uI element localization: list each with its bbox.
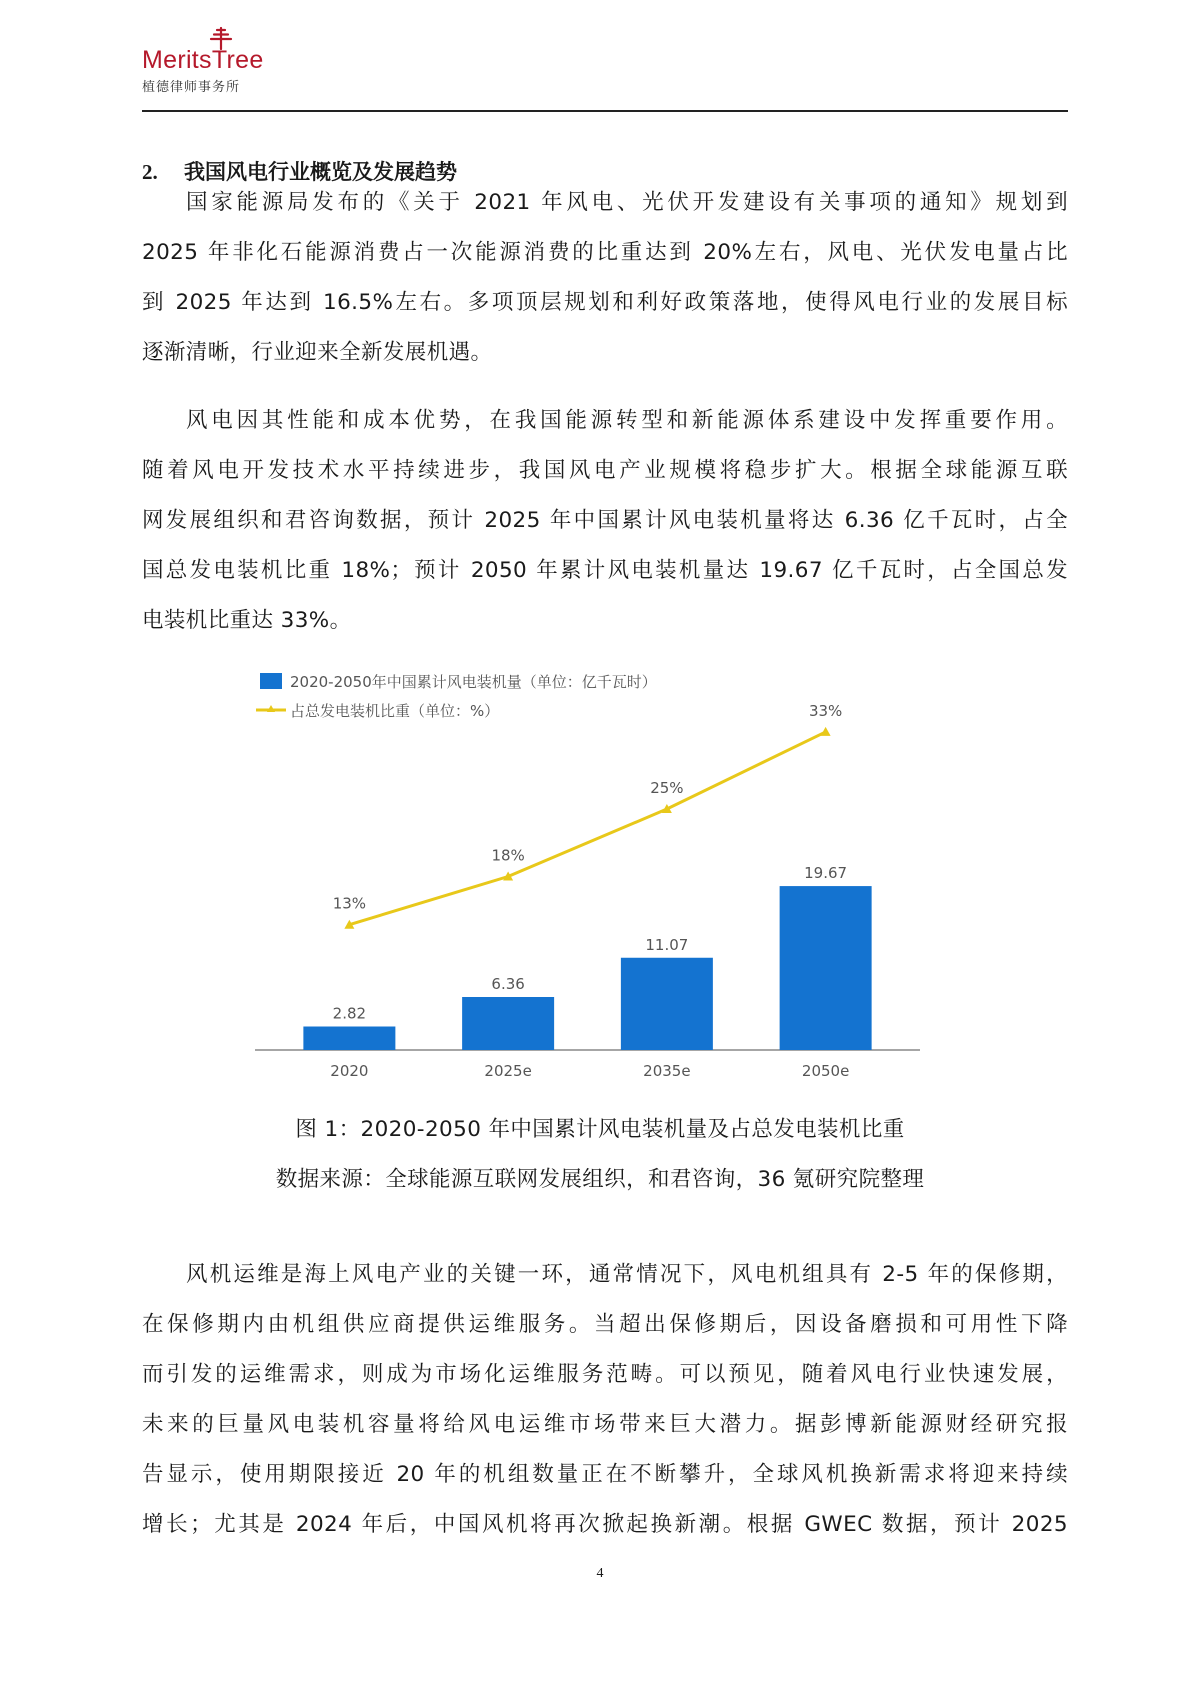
paragraph-line: 而引发的运维需求，则成为市场化运维服务范畴。可以预见，随着风电行业快速发展， <box>142 1362 1068 1387</box>
section-number: 2. <box>142 160 158 184</box>
line-value-label: 18% <box>491 846 525 865</box>
bar-value-label: 19.67 <box>804 864 848 883</box>
bar <box>303 1027 395 1051</box>
line-value-label: 33% <box>808 701 843 720</box>
logo-subtitle: 植德律师事务所 <box>142 80 241 95</box>
bar-value-label: 11.07 <box>645 935 689 954</box>
paragraph-1 <box>142 178 1068 378</box>
share-line <box>349 732 825 925</box>
line-value-label: 13% <box>332 894 367 913</box>
paragraph-line: 风机运维是海上风电产业的关键一环，通常情况下，风电机组具有 2-5 年的保修期， <box>186 1262 1068 1287</box>
paragraph-line: 在保修期内由机组供应商提供运维服务。当超出保修期后，因设备磨损和可用性下降 <box>142 1312 1068 1337</box>
paragraph-line: 随着风电开发技术水平持续进步，我国风电产业规模将稳步扩大。根据全球能源互联 <box>142 458 1068 483</box>
legend-swatch-bars <box>260 673 282 689</box>
figure-caption: 图 1：2020-2050 年中国累计风电装机量及占总发电装机比重 <box>295 1117 905 1142</box>
paragraph-3 <box>142 1250 1068 1550</box>
x-tick-label: 2025e <box>484 1062 532 1080</box>
paragraph-line: 未来的巨量风电装机容量将给风电运维市场带来巨大潜力。据彭博新能源财经研究报 <box>142 1412 1068 1437</box>
legend-label-bars: 2020-2050年中国累计风电装机量（单位：亿千瓦时） <box>290 673 657 691</box>
legend-label-line: 占总发电装机比重（单位：%） <box>290 702 500 720</box>
paragraph-line: 电装机比重达 33%。 <box>142 608 352 633</box>
bar <box>621 958 713 1050</box>
bar <box>462 997 554 1050</box>
line-value-label: 25% <box>650 779 684 798</box>
paragraph-line: 2025 年非化石能源消费占一次能源消费的比重达到 20%左右，风电、光伏发电量占比 <box>142 240 1068 265</box>
x-tick-label: 2050e <box>801 1062 850 1080</box>
paragraph-line: 风电因其性能和成本优势，在我国能源转型和新能源体系建设中发挥重要作用。 <box>186 408 1068 433</box>
x-tick-label: 2020 <box>330 1062 369 1080</box>
logo-name: MeritsTree <box>142 46 264 74</box>
paragraph-line: 逐渐清晰，行业迎来全新发展机遇。 <box>142 340 493 365</box>
paragraph-line: 增长；尤其是 2024 年后，中国风机将再次掀起换新潮。根据 GWEC 数据，预计 2025 <box>142 1512 1068 1537</box>
paragraph-line: 国总发电装机比重 18%；预计 2050 年累计风电装机量达 19.67 亿千瓦时，占全国总发 <box>142 558 1068 583</box>
paragraph-line: 网发展组织和君咨询数据，预计 2025 年中国累计风电装机量将达 6.36 亿千瓦时，占全 <box>142 508 1068 533</box>
section-title: 我国风电行业概览及发展趋势 <box>184 160 457 184</box>
paragraph-2 <box>142 396 1068 646</box>
figure-source: 数据来源：全球能源互联网发展组织，和君咨询，36 氪研究院整理 <box>275 1167 925 1192</box>
bar-value-label: 6.36 <box>491 975 525 993</box>
page-number: 4 <box>596 1566 604 1581</box>
line-point <box>821 727 831 736</box>
header-divider <box>142 110 1068 112</box>
paragraph-line: 国家能源局发布的《关于 2021 年风电、光伏开发建设有关事项的通知》规划到 <box>186 190 1068 215</box>
paragraph-line: 到 2025 年达到 16.5%左右。多项顶层规划和利好政策落地，使得风电行业的发展目标 <box>142 290 1068 315</box>
bar-value-label: 2.82 <box>332 1004 367 1023</box>
x-tick-label: 2035e <box>643 1062 691 1080</box>
paragraph-line: 告显示，使用期限接近 20 年的机组数量正在不断攀升，全球风机换新需求将迎来持续 <box>142 1462 1068 1487</box>
wind-capacity-chart <box>250 655 1010 1085</box>
bar <box>780 886 872 1050</box>
